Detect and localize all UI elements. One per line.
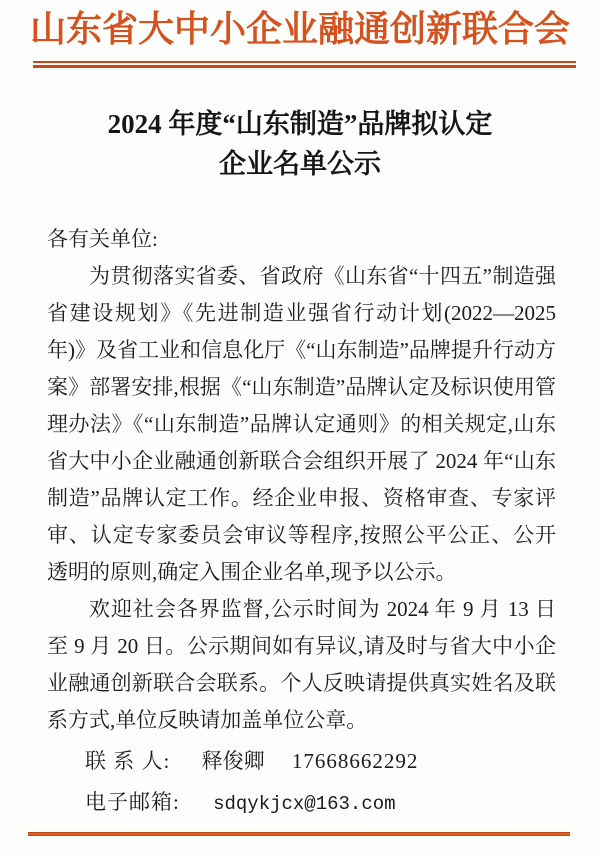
- contact-person-name: 释俊卿: [201, 749, 265, 773]
- contact-email-label: 电子邮箱:: [85, 790, 180, 814]
- body-paragraph-2: 欢迎社会各界监督,公示时间为 2024 年 9 月 13 日至 9 月 20 日。公示期间如有异议,请及时与省大中小企业融通创新联合会联系。个人反映请提供真实姓名及联系方式,单位反映请加盖单位公章。: [47, 597, 556, 732]
- contact-email-value: sdqykjcx@163.com: [213, 793, 396, 815]
- contact-email-row: [47, 784, 556, 823]
- contact-person-row: [47, 743, 556, 780]
- header-divider: [33, 61, 576, 68]
- footer-divider: [28, 832, 570, 836]
- org-name-heading: 山东省大中小企业融通创新联合会: [29, 9, 570, 49]
- document-title-line1: 2024 年度“山东制造”品牌拟认定: [107, 109, 493, 139]
- document-body: [47, 221, 556, 823]
- salutation: 各有关单位:: [47, 227, 158, 251]
- contact-person-label: 联 系 人:: [85, 749, 171, 773]
- document-title-line2: 企业名单公示: [219, 149, 381, 179]
- document-title: [40, 104, 560, 184]
- contact-person-phone: 17668662292: [291, 749, 419, 773]
- body-paragraph-1: 为贯彻落实省委、省政府《山东省“十四五”制造强省建设规划》《先进制造业强省行动计划(2022—2025 年)》及省工业和信息化厅《“山东制造”品牌提升行动方案》部署安排,根据《“山东制造”品牌认定及标识使用管理办法》《“山东制造”品牌认定通则》的相关规定,山东省大中小企业融通创新联合会组织开展了 2024 年“山东制造”品牌认定工作。经企业申报、资格审查、专家评审、认定专家委员会审议等程序,按照公平公正、公开透明的原则,确定入围企业名单,现予以公示。: [47, 264, 556, 584]
